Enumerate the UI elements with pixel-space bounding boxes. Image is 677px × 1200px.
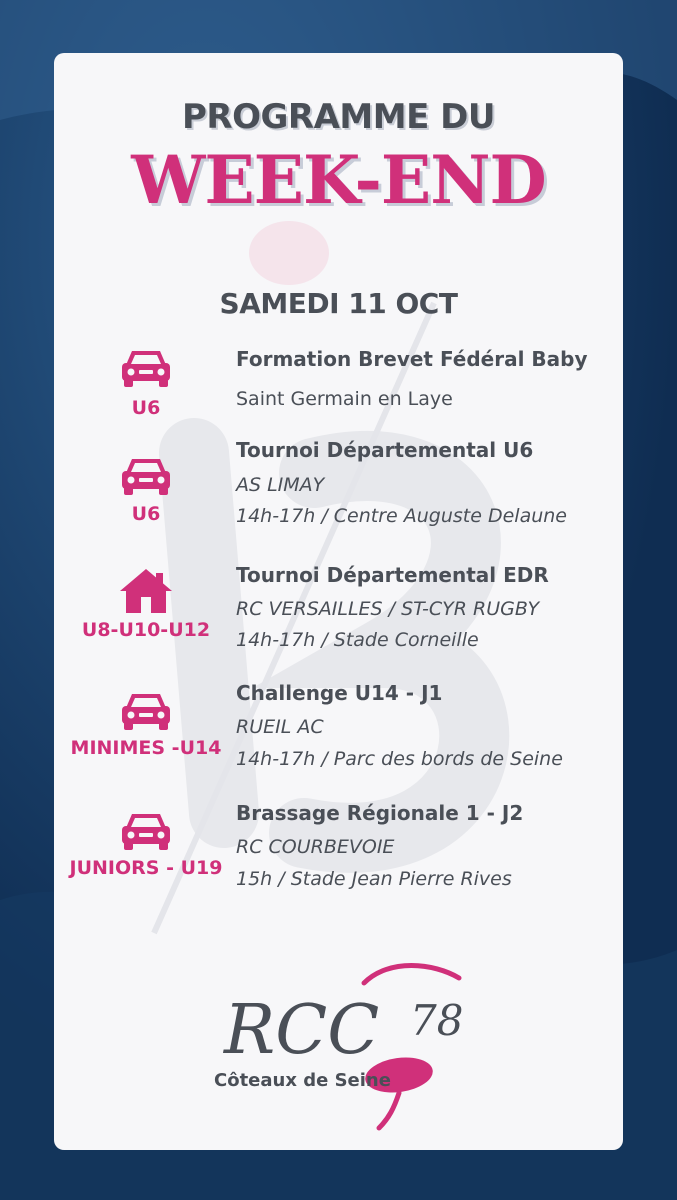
car-icon <box>118 810 174 854</box>
event-category: U8-U10-U12 <box>81 619 211 641</box>
event-title: Tournoi Départemental EDR <box>236 563 549 587</box>
event-detail: 15h / Stade Jean Pierre Rives <box>236 868 512 890</box>
event-item <box>54 563 623 673</box>
event-category: U6 <box>131 503 161 525</box>
event-detail: 14h-17h / Stade Corneille <box>236 629 479 651</box>
event-category: MINIMES -U14 <box>70 737 222 759</box>
event-detail: RC VERSAILLES / ST-CYR RUGBY <box>236 598 540 620</box>
car-icon <box>118 690 174 734</box>
event-item <box>54 801 623 911</box>
home-icon <box>118 567 174 611</box>
logo-subtitle: Côteaux de Seine <box>214 1070 391 1091</box>
logo-letters: RCC <box>224 991 380 1070</box>
programme-card <box>54 53 623 1150</box>
event-title: Tournoi Départemental U6 <box>236 438 534 462</box>
club-logo <box>214 953 474 1138</box>
event-detail: RUEIL AC <box>236 716 324 738</box>
event-detail: AS LIMAY <box>236 474 325 496</box>
event-detail: 14h-17h / Centre Auguste Delaune <box>236 505 567 527</box>
event-item <box>54 681 623 791</box>
event-item <box>54 438 623 554</box>
car-icon <box>118 347 174 391</box>
event-category: JUNIORS - U19 <box>69 857 223 879</box>
car-icon <box>118 455 174 499</box>
title-line2: WEEK-END <box>131 141 546 219</box>
event-detail: RC COURBEVOIE <box>236 836 395 858</box>
logo-number: 78 <box>410 996 464 1045</box>
event-title: Challenge U14 - J1 <box>236 681 443 705</box>
event-category: U6 <box>131 397 161 419</box>
title-line1: PROGRAMME DU <box>182 97 495 137</box>
event-title: Formation Brevet Fédéral Baby <box>236 347 588 371</box>
date-heading: SAMEDI 11 OCT <box>219 287 458 320</box>
event-detail: Saint Germain en Laye <box>236 388 453 410</box>
event-title: Brassage Régionale 1 - J2 <box>236 801 524 825</box>
event-detail: 14h-17h / Parc des bords de Seine <box>236 748 563 770</box>
